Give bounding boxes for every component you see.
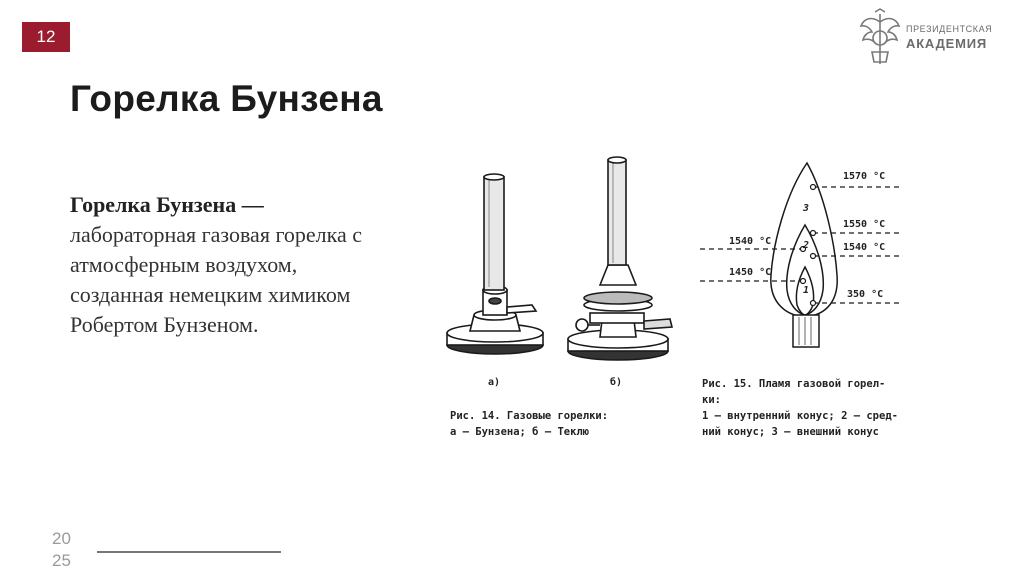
zone-2-label: 2 — [803, 240, 810, 251]
bunsen-burner-illustration — [447, 174, 543, 354]
logo-wordmark — [906, 25, 992, 50]
figure14-caption-line1: Рис. 14. Газовые горелки: — [450, 410, 609, 422]
figure15-caption-line2: ки: — [702, 394, 721, 406]
temp-1550: 1550 °С — [843, 219, 886, 230]
figure14-caption-line2: а — Бунзена; б — Теклю — [450, 426, 590, 438]
label-b: б) — [610, 377, 623, 388]
slide-number-badge — [22, 22, 70, 52]
temp-1450: 1450 °С — [729, 267, 772, 278]
zone-1-label: 1 — [803, 285, 810, 296]
logo-line2: АКАДЕМИЯ — [906, 36, 988, 51]
footer-year-line2: 25 — [52, 551, 71, 570]
figure15-caption-line4: ний конус; 3 — внешний конус — [702, 426, 880, 438]
footer-year — [52, 528, 71, 572]
academy-logo — [858, 8, 993, 70]
logo-line1: ПРЕЗИДЕНТСКАЯ — [906, 24, 993, 34]
label-a: а) — [488, 377, 501, 388]
temp-1570: 1570 °С — [843, 171, 886, 182]
figure15-caption-line1: Рис. 15. Пламя газовой горел- — [702, 378, 886, 390]
temp-350: 350 °С — [847, 289, 884, 300]
footer-divider — [97, 551, 281, 553]
page-title: Горелка Бунзена — [70, 78, 383, 119]
figure14-caption — [450, 408, 608, 440]
flame-zones-figure — [695, 155, 915, 355]
definition-text: лабораторная газовая горелка с атмосферным воздухом, созданная немецким химиком Робертом Бунзеном. — [70, 222, 363, 337]
teclu-burner-illustration — [568, 157, 672, 360]
temp-1540-right: 1540 °С — [843, 242, 886, 253]
zone-3-label: 3 — [803, 203, 810, 214]
footer-year-line1: 20 — [52, 529, 71, 548]
definition-paragraph — [70, 190, 390, 340]
middle-cone — [787, 225, 824, 315]
emblem-icon — [858, 8, 902, 68]
figure15-caption-line3: 1 — внутренний конус; 2 — сред- — [702, 410, 898, 422]
burner-tube — [793, 315, 819, 347]
definition-dash: — — [236, 192, 264, 217]
definition-term: Горелка Бунзена — [70, 192, 237, 217]
slide-number: 12 — [36, 27, 56, 46]
burners-figure — [440, 155, 680, 395]
temp-1540-left: 1540 °С — [729, 236, 772, 247]
figure15-caption — [702, 376, 898, 440]
